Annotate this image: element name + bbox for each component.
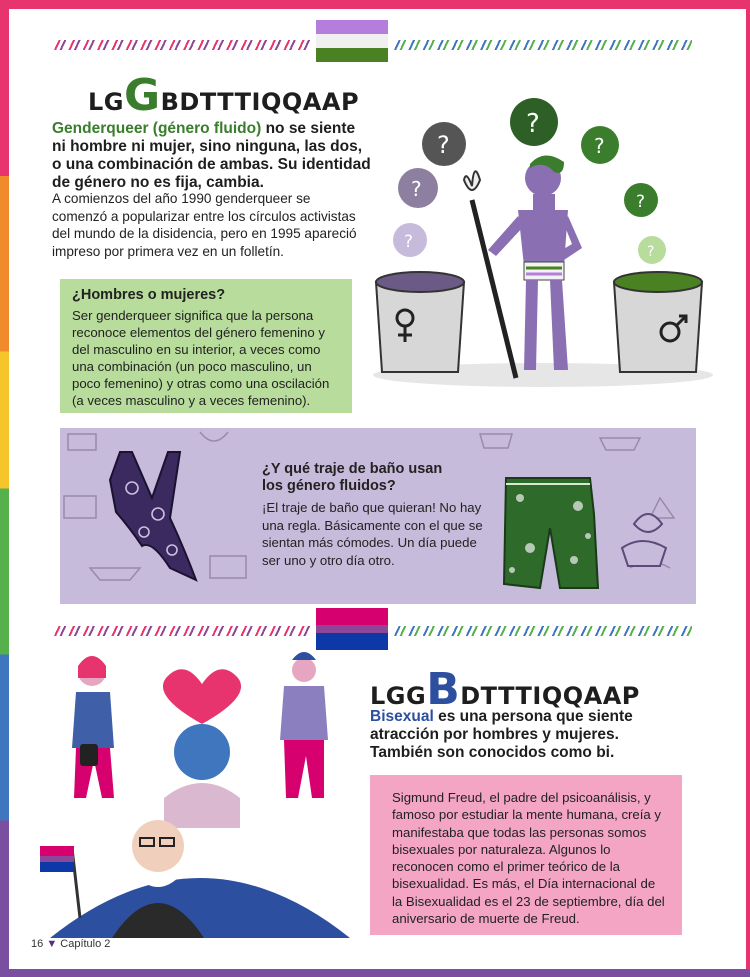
svg-text:?: ? bbox=[636, 192, 646, 212]
bisexual-lead: Bisexual es una persona que siente atracción por hombres y mujeres. También son conocidos como bi. bbox=[370, 708, 633, 761]
rainbow-border-left bbox=[0, 0, 9, 977]
section-heading-genderqueer: LGGBDTTTIQQAAP bbox=[88, 70, 360, 121]
decorative-hatch bbox=[52, 626, 310, 636]
rainbow-border-bottom bbox=[0, 969, 750, 977]
box-title: ¿Hombres o mujeres? bbox=[72, 287, 226, 303]
page-number: 16 bbox=[31, 938, 44, 950]
bisexual-flag-icon bbox=[316, 608, 388, 650]
box-text: Ser genderqueer significa que la persona reconoce elementos del género femenino y del masculino en su interior, a veces como una combinación (un poco masculino, un poco femenino) y otras como una oscilación (a veces masculino y a veces femenino). bbox=[72, 308, 330, 408]
freud-box bbox=[370, 775, 682, 935]
svg-text:?: ? bbox=[594, 134, 605, 158]
swimsuit-answer: ¡El traje de baño que quieran! No hay una regla. Básicamente con el que se sientan más cómodes. Un día puede ser uno y otro día otro. bbox=[262, 500, 483, 568]
chevron-down-icon: ▼ bbox=[46, 938, 58, 950]
decorative-hatch bbox=[392, 626, 692, 636]
box-hombres-o-mujeres bbox=[60, 279, 352, 413]
decorative-hatch bbox=[392, 40, 692, 50]
page-footer bbox=[31, 938, 110, 950]
swimsuit-question: ¿Y qué traje de baño usan los género fluidos? bbox=[262, 461, 443, 494]
section-heading-bisexual: LGGBDTTTIQQAAP bbox=[370, 664, 640, 715]
freud-text: Sigmund Freud, el padre del psicoanálisis, y famoso por estudiar la mente humana, creía y manifestaba que todas las personas somos bisexuales por naturaleza. Algunos lo reconocen como el primer teórico de la bisexualidad. Es más, el Día internacional de la Bisexualidad es el 23 de septiembre, día del aniversario de muerte de Freud. bbox=[392, 790, 665, 927]
bisexual-illustration bbox=[40, 648, 360, 938]
swimsuit-band bbox=[60, 428, 696, 604]
svg-text:?: ? bbox=[526, 109, 540, 139]
svg-text:?: ? bbox=[404, 232, 414, 252]
svg-text:?: ? bbox=[437, 131, 450, 159]
bisexual-term: Bisexual bbox=[370, 708, 434, 725]
genderqueer-lead: Genderqueer (género fluido) no se siente ni hombre ni mujer, sino ninguna, las dos, o una combinación de ambas. Su identidad de género no es fija, cambia. bbox=[52, 120, 371, 191]
decorative-hatch bbox=[52, 40, 310, 50]
rainbow-border-right bbox=[746, 0, 750, 977]
genderqueer-history: A comienzos del año 1990 genderqueer se comenzó a popularizar entre los círculos activistas del mundo de la disidencia, pero en 1995 apareció impreso por primera vez en un folletín. bbox=[52, 191, 357, 259]
svg-text:?: ? bbox=[647, 244, 655, 260]
chapter-label: Capítulo 2 bbox=[60, 938, 111, 950]
genderqueer-flag-icon bbox=[316, 20, 388, 62]
heart-icon bbox=[163, 669, 241, 724]
genderqueer-term: Genderqueer (género fluido) bbox=[52, 120, 262, 137]
genderqueer-illustration bbox=[368, 90, 718, 390]
rainbow-border-top bbox=[0, 0, 750, 9]
svg-text:?: ? bbox=[411, 177, 422, 201]
